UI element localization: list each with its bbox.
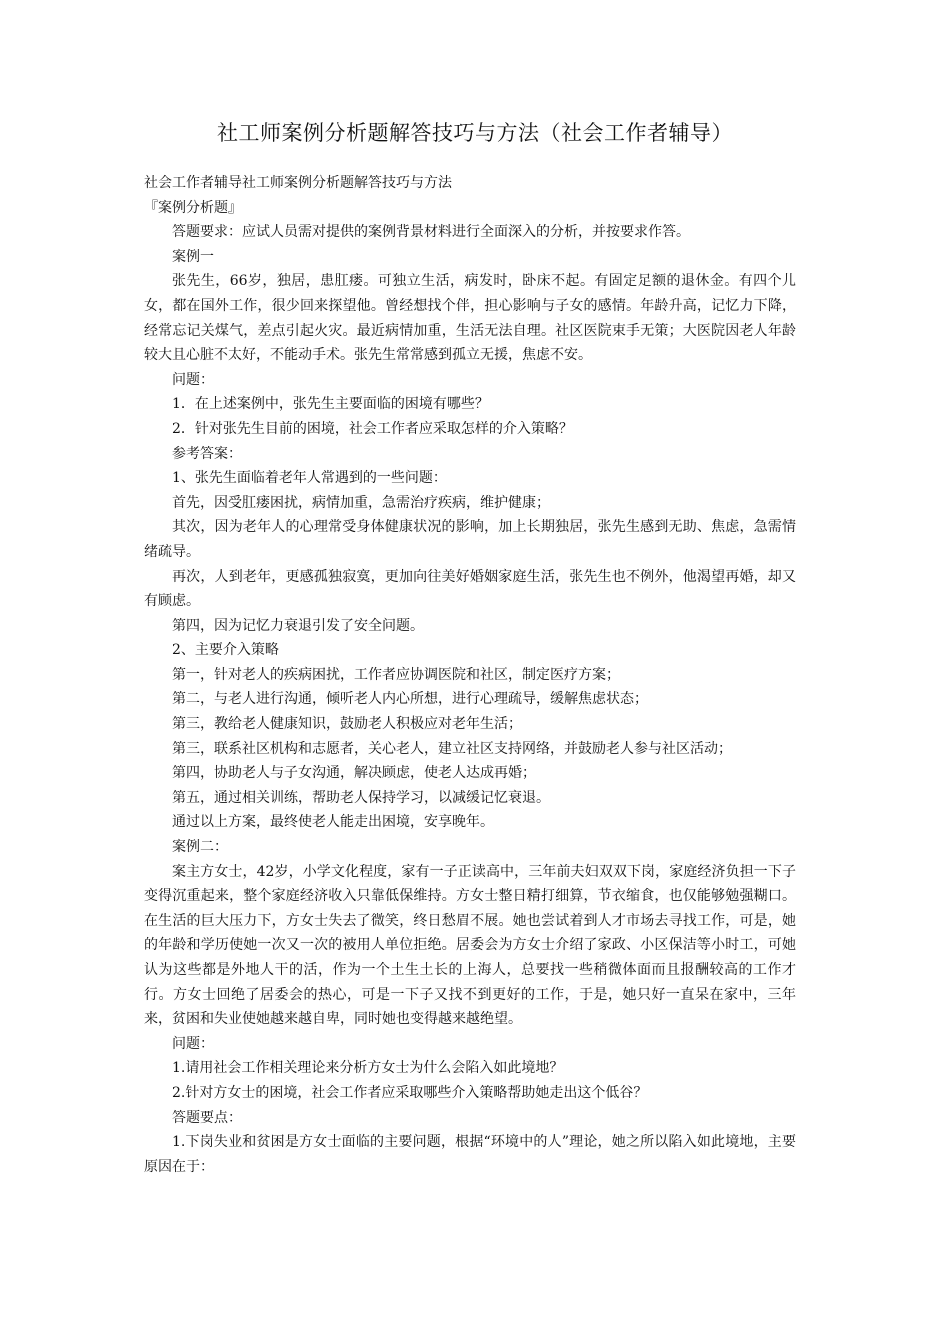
question-item: 1．在上述案例中，张先生主要面临的困境有哪些？ bbox=[172, 396, 489, 413]
case-one-body: 张先生，66岁，独居，患肛瘘。可独立生活，病发时，卧床不起。有固定足额的退休金。有四个儿女，都在国外工作，很少回来探望他。曾经想找个伴，担心影响与子女的感情。年龄升高，记忆力下降，经常忘记关煤气，差点引起火灾。最近病情加重，生活无法自理。社区医院束手无策；大医院因老人年龄较大且心脏不太好，不能动手术。张先生常常感到孤立无援，焦虑不安。 bbox=[144, 273, 796, 364]
case-two-body: 案主方女士，42岁，小学文化程度，家有一子正读高中，三年前夫妇双双下岗，家庭经济负担一下子变得沉重起来，整个家庭经济收入只靠低保维持。方女士整日精打细算，节衣缩食，也仅能够勉强糊口。在生活的巨大压力下，方女士失去了微笑，终日愁眉不展。她也尝试着到人才市场去寻找工作，可是，她的年龄和学历使她一次又一次的被用人单位拒绝。居委会为方女士介绍了家政、小区保洁等小时工，可她认为这些都是外地人干的活，作为一个土生土长的上海人，总要找一些稍微体面而且报酬较高的工作才行。方女士回绝了居委会的热心，可是一下子又找不到更好的工作，于是，她只好一直呆在家中，三年来，贫困和失业使她越来越自卑，同时她也变得越来越绝望。 bbox=[144, 863, 796, 1028]
document-title: 社工师案例分析题解答技巧与方法（社会工作者辅导） bbox=[217, 121, 733, 145]
document-body bbox=[144, 171, 796, 1179]
answer-section-heading: 1、张先生面临着老年人常遇到的一些问题： bbox=[172, 470, 447, 487]
case-one-heading: 案例一 bbox=[172, 248, 214, 265]
answer-paragraph: 首先，因受肛瘘困扰，病情加重，急需治疗疾病，维护健康； bbox=[172, 494, 550, 511]
answer-paragraph: 第四，因为记忆力衰退引发了安全问题。 bbox=[172, 617, 424, 634]
section-tag: 『案例分析题』 bbox=[144, 199, 242, 216]
questions-heading: 问题： bbox=[172, 371, 214, 388]
subtitle-line: 社会工作者辅导社工师案例分析题解答技巧与方法 bbox=[144, 175, 452, 191]
key-point-item: 1.下岗失业和贫困是方女士面临的主要问题，根据“环境中的人”理论，她之所以陷入如此境地，主要原因在于： bbox=[144, 1134, 796, 1175]
reference-answer-heading: 参考答案： bbox=[172, 445, 242, 462]
strategy-item: 第三，教给老人健康知识，鼓励老人积极应对老年生活； bbox=[172, 716, 522, 733]
question-item: 2．针对张先生目前的困境，社会工作者应采取怎样的介入策略？ bbox=[172, 420, 573, 437]
answer-section-heading: 2、主要介入策略 bbox=[172, 642, 279, 659]
strategy-item: 第二，与老人进行沟通，倾听老人内心所想，进行心理疏导，缓解焦虑状态； bbox=[172, 691, 648, 708]
answer-requirement: 答题要求：应试人员需对提供的案例背景材料进行全面深入的分析，并按要求作答。 bbox=[172, 224, 690, 241]
answer-paragraph: 其次，因为老年人的心理常受身体健康状况的影响，加上长期独居，张先生感到无助、焦虑，急需情绪疏导。 bbox=[144, 519, 796, 560]
answer-paragraph: 再次，人到老年，更感孤独寂寞，更加向往美好婚姻家庭生活，张先生也不例外，他渴望再婚，却又有顾虑。 bbox=[144, 568, 796, 610]
questions-heading: 问题： bbox=[172, 1035, 214, 1052]
strategy-item: 第四，协助老人与子女沟通，解决顾虑，使老人达成再婚； bbox=[172, 765, 536, 782]
question-item: 1.请用社会工作相关理论来分析方女士为什么会陷入如此境地？ bbox=[172, 1060, 564, 1077]
question-item: 2.针对方女士的困境，社会工作者应采取哪些介入策略帮助她走出这个低谷？ bbox=[172, 1084, 648, 1101]
case-two-heading: 案例二： bbox=[172, 839, 228, 856]
strategy-item: 第三，联系社区机构和志愿者，关心老人，建立社区支持网络，并鼓励老人参与社区活动； bbox=[172, 740, 732, 757]
strategy-item: 第一，针对老人的疾病困扰，工作者应协调医院和社区，制定医疗方案； bbox=[172, 666, 620, 683]
strategy-conclusion: 通过以上方案，最终使老人能走出困境，安享晚年。 bbox=[172, 814, 494, 831]
strategy-item: 第五，通过相关训练，帮助老人保持学习，以减缓记忆衰退。 bbox=[172, 789, 550, 806]
key-points-heading: 答题要点： bbox=[172, 1109, 242, 1126]
